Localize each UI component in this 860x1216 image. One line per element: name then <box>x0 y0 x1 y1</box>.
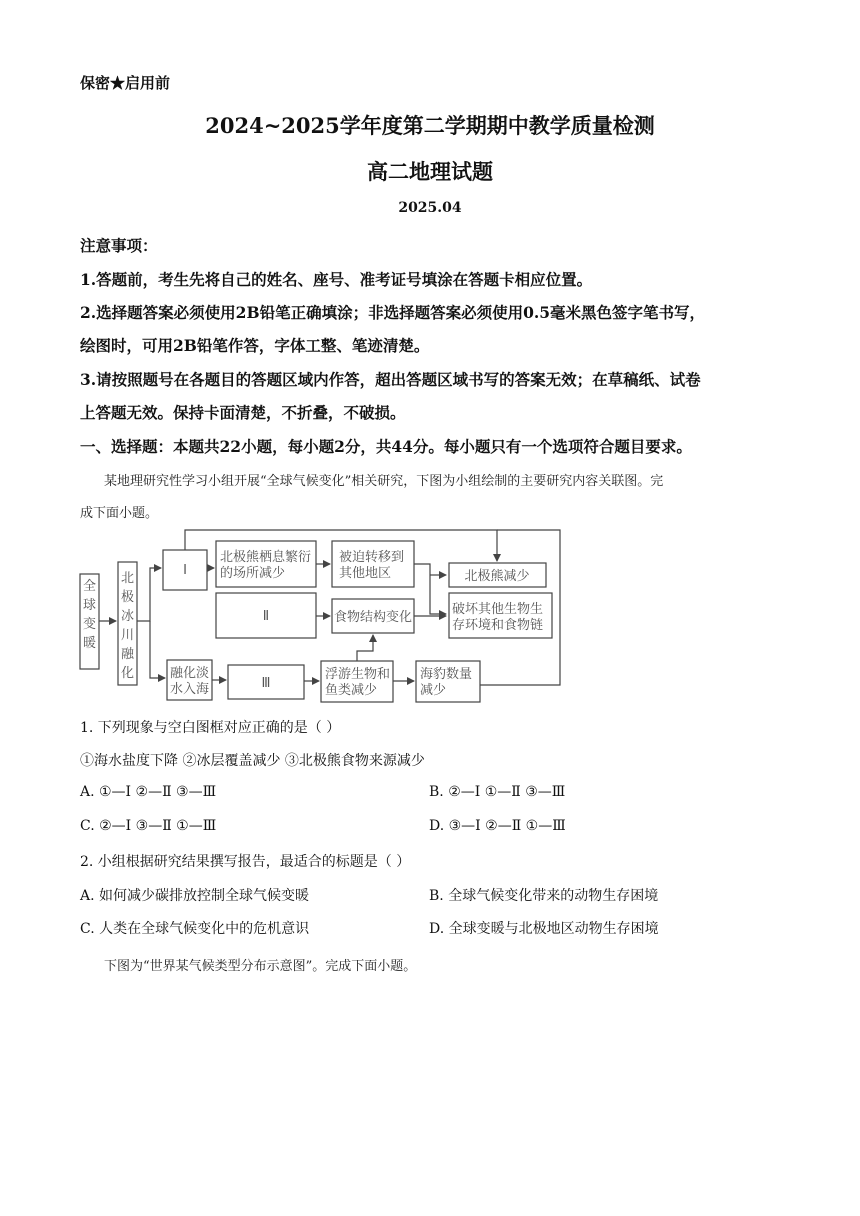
label-II: Ⅱ <box>262 609 270 624</box>
exam-subtitle: 高二地理试题 <box>367 159 493 184</box>
notice-item-1: 1.答题前，考生先将自己的姓名、座号、准考证号填涂在答题卡相应位置。 <box>80 270 593 289</box>
label-am-1: 北 <box>120 571 135 586</box>
label-habitat-2: 的场所减少 <box>220 566 286 581</box>
next-intro: 下图为“世界某气候类型分布示意图”。完成下面小题。 <box>104 959 417 974</box>
confidential-label: 保密★启用前 <box>80 74 171 92</box>
label-am-2: 极 <box>120 590 135 605</box>
label-gw-2: 球 <box>82 598 97 613</box>
label-gw-4: 暖 <box>82 636 97 651</box>
label-am-6: 化 <box>120 666 135 681</box>
label-am-3: 冰 <box>120 609 135 624</box>
notice-item-2: 2.选择题答案必须使用2B铅笔正确填涂；非选择题答案必须使用0.5毫米黑色签字笔书写， <box>80 303 706 322</box>
research-flow-diagram <box>0 520 860 710</box>
notice-item-3-cont: 上答题无效。保持卡面清楚，不折叠，不破损。 <box>80 403 406 422</box>
label-migrate-2: 其他地区 <box>339 566 392 581</box>
label-am-4: 川 <box>120 628 135 643</box>
label-III: Ⅲ <box>261 676 271 691</box>
notice-item-2-cont: 绘图时，可用2B铅笔作答，字体工整、笔迹清楚。 <box>80 336 430 355</box>
label-plankton-2: 鱼类减少 <box>325 683 378 698</box>
label-migrate-1: 被迫转移到 <box>339 550 405 565</box>
exam-title: 2024~2025学年度第二学期期中教学质量检测 <box>205 113 655 138</box>
label-bear-decrease: 北极熊减少 <box>464 569 530 584</box>
q1-option-b: B. ②—Ⅰ ①—Ⅱ ③—Ⅲ <box>429 784 566 800</box>
label-destroy-2: 存环境和食物链 <box>452 618 544 633</box>
notice-item-3: 3.请按照题号在各题目的答题区域内作答，超出答题区域书写的答案无效；在草稿纸、试卷 <box>80 370 701 389</box>
q2-stem: 2. 小组根据研究结果撰写报告，最适合的标题是（ ） <box>80 854 411 870</box>
intro-text-cont: 成下面小题。 <box>80 506 159 521</box>
label-destroy-1: 破坏其他生物生 <box>452 602 544 617</box>
q2-option-c: C. 人类在全球气候变化中的危机意识 <box>80 921 310 937</box>
label-freshwater-2: 水入海 <box>170 682 210 697</box>
q1-stem: 1. 下列现象与空白图框对应正确的是（ ） <box>80 720 341 736</box>
label-habitat-1: 北极熊栖息繁衍 <box>220 550 312 565</box>
q1-option-a: A. ①—Ⅰ ②—Ⅱ ③—Ⅲ <box>80 784 217 800</box>
label-plankton-1: 浮游生物和 <box>325 667 391 682</box>
q2-option-a: A. 如何减少碳排放控制全球气候变暖 <box>80 888 310 904</box>
label-food-change: 食物结构变化 <box>333 610 413 625</box>
q2-option-b: B. 全球气候变化带来的动物生存困境 <box>429 888 659 904</box>
q2-option-d: D. 全球变暖与北极地区动物生存困境 <box>429 921 659 937</box>
label-gw-1: 全 <box>82 579 97 594</box>
notice-heading: 注意事项： <box>80 236 158 255</box>
exam-date: 2025.04 <box>398 200 462 216</box>
label-gw-3: 变 <box>82 617 97 632</box>
q1-option-d: D. ③—Ⅰ ②—Ⅱ ①—Ⅲ <box>429 818 566 834</box>
label-am-5: 融 <box>120 647 135 662</box>
q1-items: ①海水盐度下降 ②冰层覆盖减少 ③北极熊食物来源减少 <box>80 753 425 769</box>
section-heading: 一、选择题：本题共22小题，每小题2分，共44分。每小题只有一个选项符合题目要求。 <box>80 437 692 456</box>
label-seal-2: 减少 <box>420 683 447 698</box>
label-freshwater-1: 融化淡 <box>170 666 210 681</box>
label-seal-1: 海豹数量 <box>420 667 473 682</box>
q1-option-c: C. ②—Ⅰ ③—Ⅱ ①—Ⅲ <box>80 818 217 834</box>
intro-text: 某地理研究性学习小组开展“全球气候变化”相关研究，下图为小组绘制的主要研究内容关联图。完 <box>104 474 664 489</box>
label-I: Ⅰ <box>183 563 187 578</box>
